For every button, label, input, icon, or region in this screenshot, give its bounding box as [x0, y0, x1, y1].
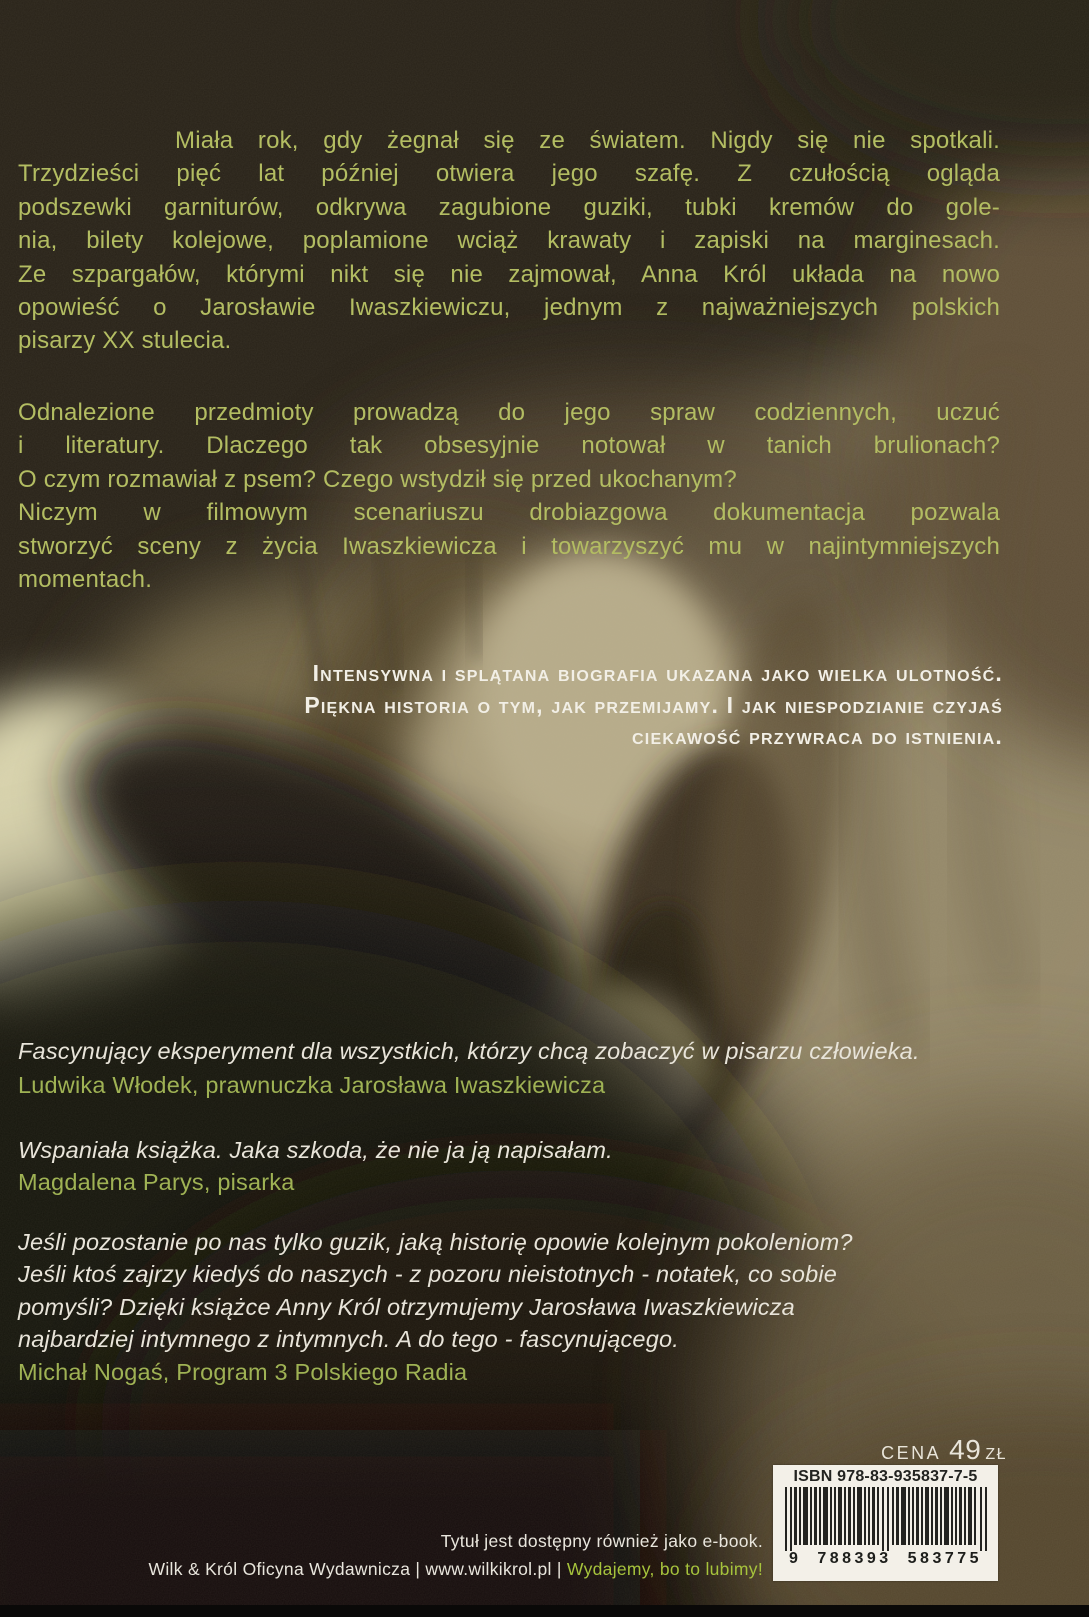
ebook-note: Tytuł jest dostępny również jako e-book. — [440, 1531, 763, 1551]
price-amount: 49 — [949, 1434, 982, 1465]
quote-attribution: Michał Nogaś, Program 3 Polskiego Radia — [18, 1358, 468, 1385]
synopsis-line: i literatury. Dlaczego tak obsesyjnie notował w tanich brulionach? — [18, 432, 1000, 460]
scan-edge — [0, 1605, 1089, 1617]
review-quote-2 — [18, 1134, 1058, 1198]
synopsis-line: momentach. — [18, 566, 153, 594]
synopsis-line: Miała rok, gdy żegnał się ze światem. Nigdy się nie spotkali. — [175, 127, 1000, 154]
price — [881, 1434, 1007, 1466]
synopsis-line: Ze szpargałów, którymi nikt się nie zajmował, Anna Król układa na nowo — [18, 260, 1000, 288]
review-quote-1 — [18, 1034, 1058, 1102]
quote-text: Fascynujący eksperyment dla wszystkich, którzy chcą zobaczyć w pisarzu człowieka. — [18, 1038, 920, 1064]
blurb-line: Piękna historia o tym, jak przemijamy. I jak niespodzianie czyjaś — [304, 691, 1003, 718]
blurb-line: Intensywna i splątana biografia ukazana jako wielka ulotność. — [312, 660, 1003, 686]
synopsis-line: Niczym w filmowym scenariuszu drobiazgowa dokumentacja pozwala — [18, 499, 1000, 527]
quote-text: najbardziej intymnego z intymnych. A do tego - fascynującego. — [18, 1326, 679, 1353]
review-quote-3 — [18, 1226, 1058, 1388]
isbn-text: ISBN 978-83-935837-7-5 — [793, 1468, 978, 1485]
barcode — [783, 1487, 988, 1551]
blurb-line: ciekawość przywraca do istnienia. — [632, 723, 1003, 749]
synopsis-line: nia, bilety kolejowe, poplamione wciąż krawaty i zapiski na marginesach. — [18, 227, 1000, 255]
quote-attribution: Magdalena Parys, pisarka — [18, 1169, 295, 1195]
synopsis-paragraph-1 — [18, 124, 1000, 358]
synopsis-line: opowieść o Jarosławie Iwaszkiewiczu, jednym z najważniejszych polskich — [18, 294, 1000, 322]
price-currency: ZŁ — [985, 1446, 1007, 1463]
synopsis-line: O czym rozmawiał z psem? Czego wstydził się przed ukochanym? — [18, 465, 737, 493]
quote-text: Jeśli pozostanie po nas tylko guzik, jaką historię opowie kolejnym pokoleniom? — [18, 1229, 853, 1255]
synopsis-line: Odnalezione przedmioty prowadzą do jego spraw codziennych, uczuć — [18, 399, 1000, 426]
synopsis-line: Trzydzieści pięć lat później otwiera jego szafę. Z czułością ogląda — [18, 160, 1000, 188]
synopsis-line: podszewki garniturów, odkrywa zagubione guziki, tubki kremów do gole- — [18, 193, 1000, 221]
quote-text: pomyśli? Dzięki książce Anny Król otrzymujemy Jarosława Iwaszkiewicza — [18, 1293, 795, 1320]
quote-text: Jeśli ktoś zajrzy kiedyś do naszych - z pozoru nieistotnych - notatek, co sobie — [18, 1261, 838, 1288]
publisher-blurb — [18, 658, 1003, 753]
barcode-digit-group: 583775 — [907, 1550, 983, 1567]
barcode-digit-group: 9 — [788, 1550, 802, 1567]
publisher-slogan: Wydajemy, bo to lubimy! — [566, 1559, 763, 1579]
barcode-box — [773, 1465, 998, 1581]
publisher-name: Wilk & Król Oficyna Wydawnicza | www.wilkikrol.pl | — [148, 1559, 562, 1579]
barcode-digits — [785, 1550, 986, 1568]
price-label: CENA — [881, 1443, 942, 1463]
quote-text: Wspaniała książka. Jaka szkoda, że nie ja ją napisałam. — [18, 1137, 613, 1163]
synopsis-line: stworzyć sceny z życia Iwaszkiewicza i towarzyszyć mu w najintymniejszych — [18, 532, 1000, 560]
quote-attribution: Ludwika Włodek, prawnuczka Jarosława Iwaszkiewicza — [18, 1072, 606, 1098]
synopsis-paragraph-2 — [18, 396, 1000, 596]
publisher-line — [149, 1559, 763, 1580]
barcode-digit-group: 788393 — [817, 1550, 892, 1567]
synopsis-line: pisarzy XX stulecia. — [18, 327, 232, 355]
